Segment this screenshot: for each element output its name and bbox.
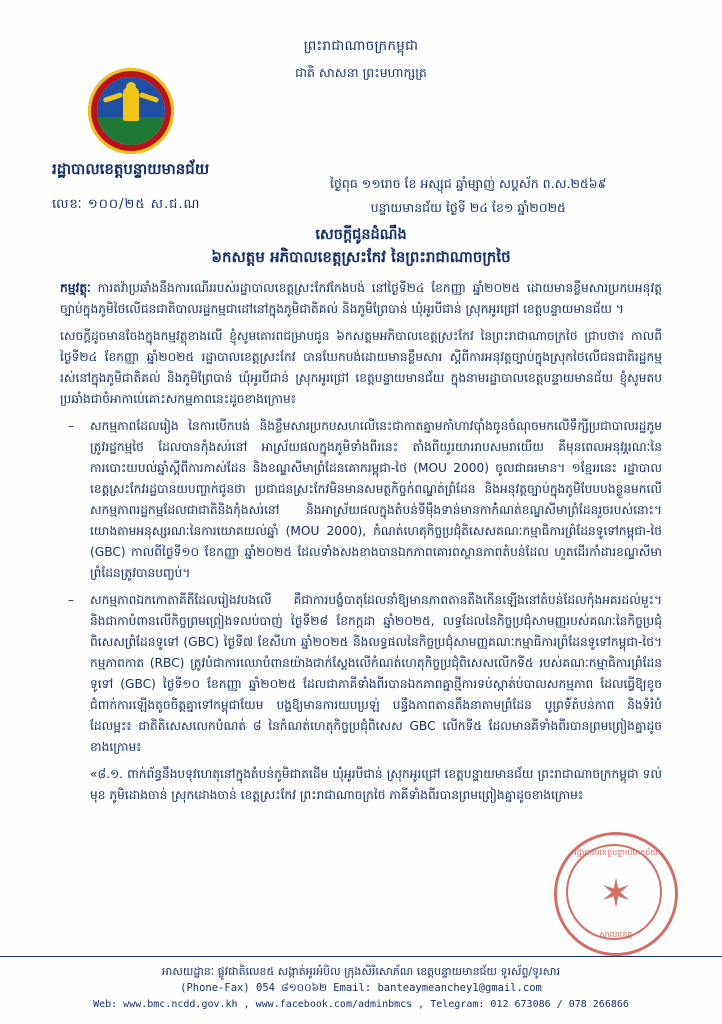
page-title: សេចក្តីជូនដំណឹង (315, 227, 407, 243)
seal-star-icon: ✶ (599, 871, 633, 917)
seal-top-text: រដ្ឋាបាលខេត្តបន្ទាយមានជ័យ (574, 848, 658, 857)
subject-label: កម្មវត្ថុៈ (60, 281, 91, 295)
date-block (330, 172, 606, 220)
page-subtitle: ៦កសត្តម អភិបាលខេត្តស្រះកែវ នៃព្រះរាជាណាចក្រថៃ (211, 248, 511, 266)
intro-paragraph: សេចក្តីដូចមានចែងក្នុងកម្មវត្ថុខាងលើ ខ្ញុំសូមគោរពជម្រាបជូន ៦កសត្តមអភិបាលខេត្តស្រះកែវ នៃព្រះរាជាណាចក្រថៃ ជ្រាបថា៖ កាលពីថ្ងៃទី២៤ ខែកញ្ញា ឆ្នាំ២០២៥ រដ្ឋាបាលខេត្តស្រះកែវ បានឃែកបង់ដោយមានខ្លឹមសារ ស្តីពីការអនុវត្តច្បាប់ក្នុងស្រុកថៃលើជនជាតិរដ្ឋកម្មរស់នៅក្នុងភូមិជាតិគល់ និងភូមិព្រែបាន់ ឃុំអូរបីជាន់ ស្រុកអូរជ្រៅ ខេត្តបន្ទាយមានជ័យ ក្នុងនាមរដ្ឋាបាលខេត្តបន្ទាយមានជ័យ ខ្ញុំសូមតបប្រឆាំងជាចំអាកាបេ់គោះសកម្មភាពនេះដូចខាងក្រោម៖ (60, 328, 662, 406)
reference-number: លេខៈ ១០០/២៥ ស.ជ.ណ (52, 197, 201, 212)
list-item-text: សកម្មភាពដែលរៀង នៃការបើកបង់ និងខ្លឹមសារប្រកបសហលើនេះជាកាតគ្នាមកាំហាវប៉ាំងចូនចំណុចមកលើទឹក្សីប្រជាបាលរដ្ឋភូមត្រូវរដ្ឋកម្មថៃ ដែលបានកុំងសរ់នៅ អាស្រ័យផលក្នុងភូមិទាំងពីរនេះ តាំងពីយូរយាររាបសមរាយើយ គឺមុនពេលអនុវរ្តរណៈនៃការបោះយបល់ឆ្នាំស្តីពីការកាស់ដែន និងខណ្ឌសីមាព្រំដែនគោករម្ពុជា-ថៃ (MOU 2000) ចូលជាធរមាន។ ១ខ្មែររនេះ រដ្ឋាបាលខេត្តស្រះកែវរដ្ឋបានយបញ្ចាក់ជូនថា ប្រជាជនស្រះកែវមិនមានសមត្ថកិច្ចក់ពណ្ឌត់ព្រំដែន និងអនុវត្តច្បាប់ក្នុងភូមិបែបបងខ្លួនមកលើសកម្មភាពរដ្ឋកម្មដែលជាជាតិនិងកុំងសរ់នៅ និងអាស្រ័យផលក្នុងតំបន់ទីម៉ឺងទាន់មានកាក់ំណត់ខណ្ឌសីមាព្រំដែនរួចរបស់នោះ។ យោងតាមអនុស្សរណៈនៃការយោគយល់ឆ្នាំ (MOU 2000), កំណត់ហេតុកិច្ចប្រជុំតិសេសគណៈកម្មាធិការព្រំដែនទូទៅកម្ពុជា-ថៃ (GBC) កាលពីថ្ងៃទី១០ ខែកញ្ញា ឆ្នាំ២០២៥ ដែលទាំងសងខាងបានឯកភាពគោរពស្ថានភាពតំបន់ដែល ហួតដើរកាំដារខណ្ឌសីមាព្រំដែនត្រូវបានបញ្ចប់។ (90, 418, 662, 580)
footer-address: អាសយដ្ឋានៈ ផ្លូវជាតិលេខ៥ សង្កាត់អូរអំបិល ក្រុងសិរីសោភ័ណ ខេត្តបន្ទាយមានជ័យ ទូរស័ព្ទ/ទូរសារ (161, 965, 561, 979)
argument-list (60, 416, 662, 758)
emblem-figure-body (123, 87, 139, 121)
list-item (60, 590, 662, 758)
date-khmer-calendar: ថ្ងៃពុធ ១១រោច ខែ អស្សុជ ឆ្នាំម្សាញ់ សប្តស័ក ព.ស.២៥៦៩ (330, 176, 607, 191)
province-administration-label: រដ្ឋាបាលខេត្តបន្ទាយមានជ័យ (52, 160, 210, 178)
list-item-text: សកម្មភាពឯកកោតាគីតីដែលរៀងវបងលើ គឺជាការបង្ខំបាតុដែលនាំឱ្យមានភាពតានតឹងកើនឡើងនៅតំបន់ដែលកុំងអគរដល់មួះ។ និងជាកាបំពានលើកិច្ចព្រមព្រៀងទលប់បាញ់ ថ្ងៃទី២៨ ខែកក្កដា ឆ្នាំ២០២៥, លទ្ធដែលនៃកិច្ចប្រជុំសាមញ្ញរបស់គណៈនៃកិច្ចប្រជុំពិសេសព្រំដែនទូទៅ (GBC) ថ្ងៃទី៧ ខែសីហា ឆ្នាំ២០២៥ និងលទ្ធផលនៃកិច្ចប្រជុំសាមញ្ញគណៈកម្មាធិការព្រំដែនទូទៅកម្ពុជា-ថៃ។ កម្មភាពកាត (RBC) ត្រូវបំជាការឈោបំពានយ៉ាងជាក់ស្តែងលើកំណត់ហេតុកិច្ចប្រជុំពិសេសលើកទី៥ របស់គណៈកម្មាធិការព្រំដែនទូទៅ (GBC) ថ្ងៃទី១០ ខែកញ្ញា ឆ្នាំ២០២៥ ដែលជាភាគីទាំងពីរបានឯកភាពគ្នាថ្មីការទប់ស្កាត់ប់បាលសកម្មភាព ដែលធ្វើឱ្យខូចជំពាក់ការឡើងតូចចិត្តគ្នាទៅកម្ពុជាយែម បង្ហឱ្យមានការយបប្រឡ់ បន្ធឹងភាពតានតឹងនាតាមព្រំដែន បូព្រទ័ំតំបន់កាព និងទំរំបំដែលម្អះ៖ ជាតិតិសេសលេកបំណត់ ៨ នៃកំណត់ហេតុកិច្ចប្រជុំពិសេស GBC លើកទី៥ ដែលមានគីទាំងពីរបានព្រមព្រៀងគ្នាដូចខាងក្រោម៖ (90, 592, 662, 754)
royal-emblem-icon (88, 68, 174, 154)
national-motto: ជាតិ សាសនា ព្រះមហាក្សត្រ (295, 65, 427, 81)
dash-bullet-icon: – (68, 418, 75, 433)
kingdom-title: ព្រះរាជាណាចក្រកម្ពុជា (303, 38, 419, 54)
subject-paragraph (60, 278, 662, 320)
emblem-inner (97, 77, 165, 145)
subject-text: ការតវ៉ាប្រឆាំងនឹងការណើររបស់រដ្ឋាបាលខេត្តស្រះកែវកែងបង់ នៅថ្ងៃទី២៤ ខែកញ្ញា ឆ្នាំ២០២៥ ដោយមានខ្លឹមសារប្រកបអនុវត្តច្បាប់ក្នុងភូមិថៃលើជនជាតិបាលរដ្ឋកម្មជាដៅនៅក្នុងភូមិជាតិគល់ និងភូមិព្រែបាន់ ឃុំអូរបីជាន់ ស្រុកអូរជ្រៅ ខេត្តបន្ទាយមានជ័យ ។ (60, 281, 662, 316)
emblem-ground (97, 117, 165, 145)
official-seal-icon (554, 832, 678, 956)
document-body (60, 278, 662, 806)
seal-bottom-text: សាលាខេត្ត (599, 930, 633, 939)
list-item (60, 416, 662, 584)
document-footer (0, 956, 722, 1012)
dash-bullet-icon: – (68, 592, 75, 607)
footer-contact: (Phone-Fax) 054 ៨១០០៦២ Email: banteaymeanchey1@gmail.com (180, 982, 542, 995)
footer-web: Web: www.bmc.ncdd.gov.kh , www.facebook.com/adminbmcs , Telegram: 012 673086 / 078 266866 (93, 998, 629, 1010)
date-gregorian: បន្ទាយមានជ័យ ថ្ងៃទី ២៤ ខែ១ ឆ្នាំ២០២៥ (370, 199, 566, 215)
sub-clause-8-1: «៨.១. ពាក់ព័ន្ធនឹងបទុវហេតុនៅក្នុងតំបន់ភូមិជាតដើម ឃុំអូរបីជាន់ ស្រុកអូរជ្រៅ ខេត្តបន្ទាយមានជ័យ ព្រះរាជាណាចក្រកម្ពុជា ទល់មុខ ភូមិដោងចាន់ ស្រុកដោងចាន់ ខេត្តស្រះកែវ ព្រះរាជាណាចក្រថៃ ភាគីទាំងពីរបានព្រមព្រៀងគ្នាដូចខាងក្រោម៖ (90, 766, 662, 802)
